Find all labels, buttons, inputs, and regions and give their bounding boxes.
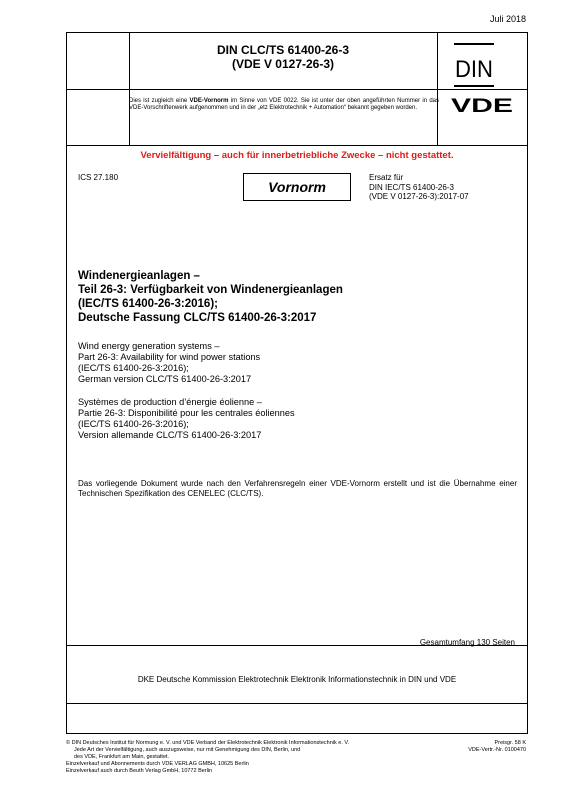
footer-line: Einzelverkauf auch durch Beuth Verlag GmbH, 10772 Berlin: [66, 767, 213, 774]
title-line: Wind energy generation systems –: [78, 341, 220, 351]
standard-number-block: [129, 43, 437, 71]
title-line: (IEC/TS 61400-26-3:2016);: [78, 419, 189, 429]
vde-logo-text: VDE: [451, 96, 513, 114]
document-note: Das vorliegende Dokument wurde nach den Verfahrensregeln einer VDE-Vornorm erstellt und ist die Übernahme einer Technischen Spezifikation des CENELEC (CLC/TS).: [78, 479, 517, 498]
notice-divider: [67, 145, 527, 146]
footer-line: © DIN Deutsches Institut für Normung e. V. und VDE Verband der Elektrotechnik Elektronik Informationstechnik e. V.: [66, 740, 350, 746]
notice-text-1: Dies ist zugleich eine: [129, 98, 190, 104]
title-line: (IEC/TS 61400-26-3:2016);: [78, 298, 218, 310]
title-line: Partie 26-3: Disponibilité pour les centrales éoliennes: [78, 408, 295, 418]
reproduction-notice: Vervielfältigung – auch für innerbetriebliche Zwecke – nicht gestattet.: [140, 150, 454, 161]
replacement-line: Ersatz für: [369, 173, 404, 182]
footer-line: Einzelverkauf und Abonnements durch VDE VERLAG GMBH, 10625 Berlin: [66, 760, 249, 767]
replacement-line: DIN IEC/TS 61400-26-3: [369, 182, 454, 192]
total-pages: Gesamtumfang 130 Seiten: [419, 638, 515, 647]
footer-line: des VDE, Frankfurt am Main, gestattet.: [74, 753, 170, 760]
title-line: Deutsche Fassung CLC/TS 61400-26-3:2017: [78, 312, 317, 324]
title-line: Systèmes de production d’énergie éolienne –: [78, 397, 262, 407]
vornorm-label: Vornorm: [243, 173, 351, 201]
din-logo: [452, 41, 496, 89]
price-group: Preisgr. 58 K: [494, 740, 526, 746]
notice-text-2: im Sinne von VDE 0022. Sie ist unter der oben angeführten Nummer in das VDE-Vorschriftenwerk aufgenommen und in der „etz Elektrotechnik + Automation“ bekannt gegeben worden.: [129, 98, 440, 112]
price-info: [468, 740, 526, 754]
title-line: Part 26-3: Availability for wind power stations: [78, 352, 261, 362]
order-number: VDE-Vertr.-Nr. 0100470: [468, 746, 526, 753]
header-divider: [67, 89, 527, 90]
replacement-line: (VDE V 0127-26-3):2017-07: [369, 192, 469, 202]
title-german: [78, 269, 343, 325]
title-line: (IEC/TS 61400-26-3:2016);: [78, 363, 189, 373]
replacement-info: [369, 173, 469, 202]
release-date: Juli 2018: [489, 14, 526, 24]
title-page-frame: [66, 32, 528, 734]
standard-number: DIN CLC/TS 61400-26-3: [216, 43, 350, 57]
vde-notice: [129, 98, 439, 113]
notice-text-bold: VDE-Vornorm: [189, 98, 229, 104]
footer-line: Jede Art der Vervielfältigung, auch auszugsweise, nur mit Genehmigung des DIN, Berlin, und: [74, 746, 301, 753]
copyright-footer: [66, 740, 396, 775]
din-logo-text: DIN: [455, 56, 493, 83]
vde-logo: [450, 96, 514, 114]
title-line: German version CLC/TS 61400-26-3:2017: [78, 374, 252, 384]
dke-divider: [67, 703, 527, 704]
title-french: [78, 397, 295, 441]
vde-classification: (VDE V 0127-26-3): [231, 57, 335, 71]
title-line: Version allemande CLC/TS 61400-26-3:2017: [78, 430, 262, 440]
title-line: Windenergieanlagen –: [78, 270, 200, 282]
dke-statement: DKE Deutsche Kommission Elektrotechnik Elektronik Informationstechnik in DIN und VDE: [137, 675, 457, 684]
title-english: [78, 341, 260, 385]
ics-code: ICS 27.180: [78, 173, 119, 182]
title-line: Teil 26-3: Verfügbarkeit von Windenergieanlagen: [78, 284, 343, 296]
